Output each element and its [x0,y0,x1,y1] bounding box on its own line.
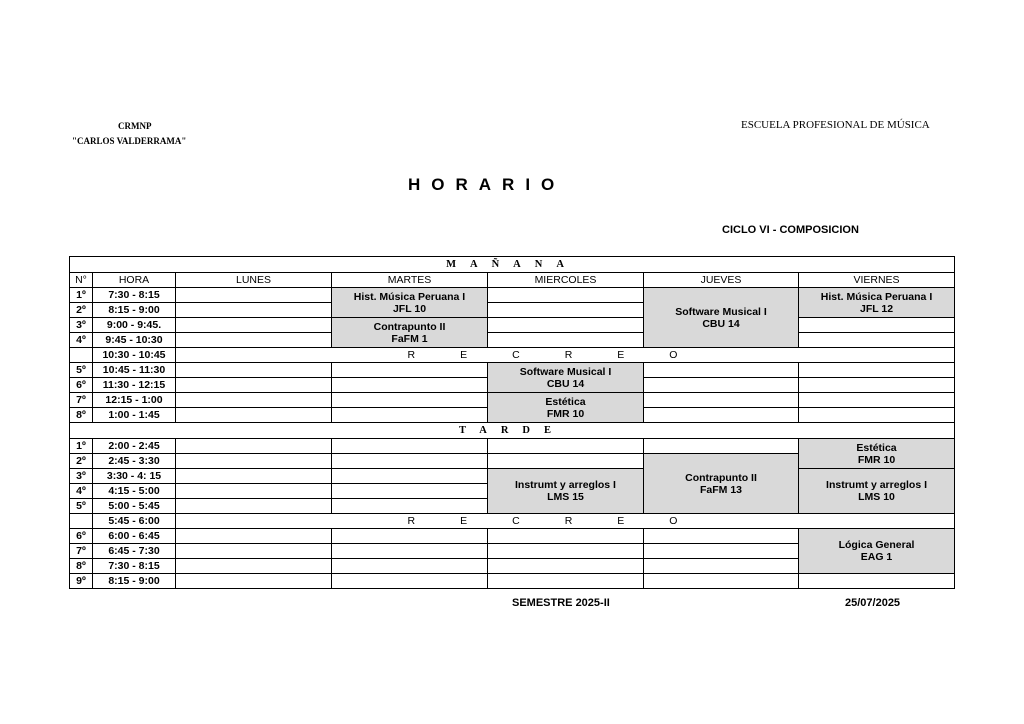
empty-cell [644,408,799,423]
course-detail: FMR 10 [546,407,585,420]
empty-cell [799,574,955,589]
empty-cell [488,544,644,559]
page-title: HORARIO [408,175,566,194]
period-number: 5º [70,499,93,514]
period-number: 4º [70,333,93,348]
period-number [70,514,93,529]
period-number: 2º [70,454,93,469]
period-time: 5:00 - 5:45 [93,499,176,514]
table-row [70,288,955,303]
schedule-table [69,256,955,589]
empty-cell [799,378,955,393]
course-detail: FaFM 13 [699,483,742,496]
empty-cell [644,574,799,589]
semester-label: SEMESTRE 2025-II [512,597,610,609]
course-name: Contrapunto II [373,320,446,333]
recess-row [70,514,955,529]
column-header-viernes: VIERNES [799,273,955,288]
recess-label: RECREO [176,514,955,529]
period-time: 11:30 - 12:15 [93,378,176,393]
empty-cell [488,333,644,348]
empty-cell [488,574,644,589]
course-detail: JFL 10 [392,302,427,315]
period-time: 10:30 - 10:45 [93,348,176,363]
course-cell [644,454,799,514]
period-number: 2º [70,303,93,318]
course-cell [799,288,955,318]
column-header-martes: MARTES [332,273,488,288]
morning-section-header: MAÑANA [70,257,955,273]
course-name: Software Musical I [519,365,612,378]
empty-cell [332,559,488,574]
empty-cell [644,439,799,454]
table-row [70,574,955,589]
period-number: 1º [70,439,93,454]
empty-cell [644,529,799,544]
empty-cell [332,529,488,544]
course-name: Lógica General [838,539,915,551]
course-cell [488,363,644,393]
empty-cell [176,544,332,559]
course-cell [332,288,488,318]
course-detail: CBU 14 [702,317,740,330]
period-time: 1:00 - 1:45 [93,408,176,423]
empty-cell [488,529,644,544]
period-time: 6:00 - 6:45 [93,529,176,544]
period-number: 6º [70,529,93,544]
course-detail: LMS 10 [858,491,895,503]
empty-cell [176,363,332,378]
period-time: 3:30 - 4: 15 [93,469,176,484]
period-number: 1º [70,288,93,303]
empty-cell [488,439,644,454]
empty-cell [644,559,799,574]
period-time: 12:15 - 1:00 [93,393,176,408]
period-number: 3º [70,318,93,333]
course-cell [799,439,955,469]
empty-cell [176,574,332,589]
period-number: 5º [70,363,93,378]
empty-cell [644,378,799,393]
period-number: 7º [70,393,93,408]
course-name: Estética [545,395,586,408]
school-name: ESCUELA PROFESIONAL DE MÚSICA [741,119,930,131]
period-number: 3º [70,469,93,484]
period-time: 6:45 - 7:30 [93,544,176,559]
table-row [70,393,955,408]
empty-cell [176,469,332,484]
empty-cell [176,499,332,514]
recess-label: RECREO [176,348,955,363]
period-number: 9º [70,574,93,589]
empty-cell [488,318,644,333]
empty-cell [332,454,488,469]
period-number: 6º [70,378,93,393]
period-time: 10:45 - 11:30 [93,363,176,378]
empty-cell [488,288,644,303]
course-name: Instrumt y arreglos I [826,479,927,491]
course-cell [799,529,955,574]
column-header-jueves: JUEVES [644,273,799,288]
empty-cell [176,303,332,318]
afternoon-section-header: TARDE [70,423,955,439]
empty-cell [332,544,488,559]
empty-cell [176,559,332,574]
table-row [70,529,955,544]
cycle-label: CICLO VI - COMPOSICION [722,224,859,236]
date-label: 25/07/2025 [845,597,901,609]
period-time: 8:15 - 9:00 [93,303,176,318]
period-time: 5:45 - 6:00 [93,514,176,529]
empty-cell [488,559,644,574]
course-cell [488,469,644,514]
course-cell [644,288,799,348]
column-header-miercoles: MIERCOLES [488,273,644,288]
column-header-number: N° [70,273,93,288]
empty-cell [176,439,332,454]
column-header-hora: HORA [93,273,176,288]
course-name: Hist. Música Peruana I [820,290,933,303]
empty-cell [332,484,488,499]
empty-cell [799,333,955,348]
empty-cell [799,363,955,378]
course-name: Instrumt y arreglos I [515,479,616,491]
empty-cell [176,408,332,423]
course-name: Contrapunto II [685,471,757,484]
empty-cell [176,393,332,408]
empty-cell [644,544,799,559]
course-detail: EAG 1 [860,551,893,563]
empty-cell [488,303,644,318]
table-row [70,439,955,454]
table-row [70,469,955,484]
empty-cell [332,363,488,378]
empty-cell [644,393,799,408]
course-name: Estética [856,441,897,454]
period-time: 9:00 - 9:45. [93,318,176,333]
table-row [70,333,955,348]
empty-cell [332,439,488,454]
period-number: 4º [70,484,93,499]
period-number: 8º [70,559,93,574]
period-time: 9:45 - 10:30 [93,333,176,348]
empty-cell [799,408,955,423]
course-detail: FMR 10 [857,453,896,466]
period-time: 4:15 - 5:00 [93,484,176,499]
course-cell [799,469,955,514]
empty-cell [332,393,488,408]
course-detail: JFL 12 [859,302,894,315]
course-name: Hist. Música Peruana I [353,290,466,303]
column-header-lunes: LUNES [176,273,332,288]
empty-cell [332,408,488,423]
institution-acronym: CRMNP [118,121,152,131]
institution-name: "CARLOS VALDERRAMA" [72,136,187,146]
recess-row [70,348,955,363]
empty-cell [176,529,332,544]
empty-cell [176,454,332,469]
period-time: 8:15 - 9:00 [93,574,176,589]
course-detail: FaFM 1 [391,332,428,345]
empty-cell [332,574,488,589]
course-cell [332,318,488,348]
empty-cell [332,499,488,514]
period-number: 7º [70,544,93,559]
course-detail: CBU 14 [546,377,585,390]
table-row [70,363,955,378]
empty-cell [176,318,332,333]
period-time: 2:00 - 2:45 [93,439,176,454]
empty-cell [176,484,332,499]
empty-cell [332,378,488,393]
period-number: 8º [70,408,93,423]
empty-cell [176,288,332,303]
period-time: 7:30 - 8:15 [93,559,176,574]
course-cell [488,393,644,423]
empty-cell [799,393,955,408]
table-row [70,318,955,333]
empty-cell [644,363,799,378]
empty-cell [799,318,955,333]
period-number [70,348,93,363]
empty-cell [332,469,488,484]
empty-cell [176,378,332,393]
course-name: Software Musical I [675,305,767,318]
course-detail: LMS 15 [547,491,584,503]
empty-cell [488,454,644,469]
period-time: 7:30 - 8:15 [93,288,176,303]
period-time: 2:45 - 3:30 [93,454,176,469]
empty-cell [176,333,332,348]
